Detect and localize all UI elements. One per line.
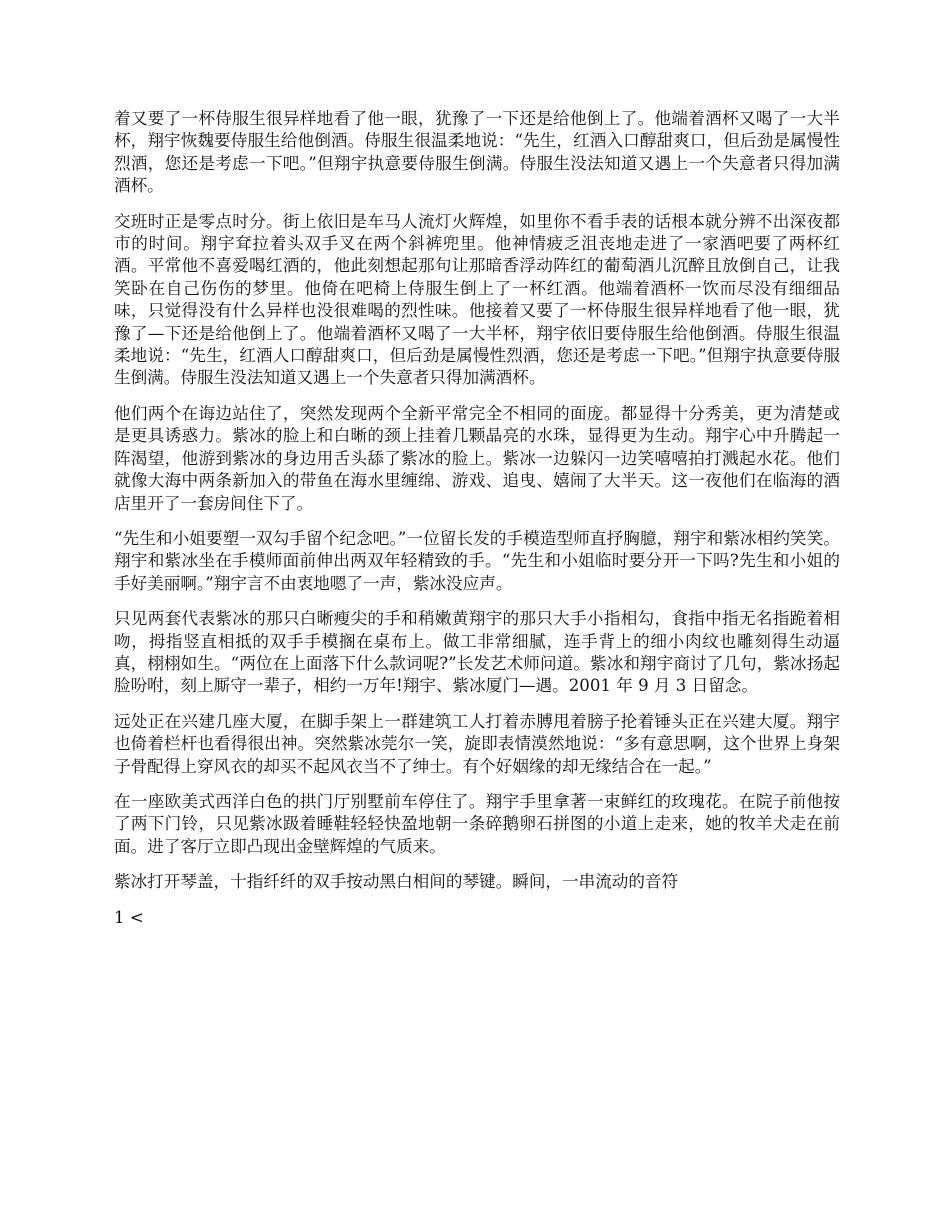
paragraph-1: 着又要了一杯侍服生很异样地看了他一眼，犹豫了一下还是给他倒上了。他端着酒杯又喝了一大半杯，翔宇恢魏要侍服生给他倒酒。侍服生很温柔地说：“先生，红酒入口醇甜爽口，但后劲是属慢性烈酒，您还是考虑一下吧。”但翔宇执意要侍服生倒满。侍服生没法知道又遇上一个失意者只得加满酒杯。 — [114, 109, 840, 196]
paragraph-5: 只见两套代表紫冰的那只白晰瘦尖的手和稍嫩黄翔宇的那只大手小指相勾，食指中指无名指跪着相吻，拇指竖直相抵的双手手模搁在桌布上。做工非常细腻，连手背上的细小肉纹也雕刻得生动逼真，栩栩如生。“两位在上面落下什么款词呢?”长发艺术师问道。紫冰和翔宇商讨了几句，紫冰扬起脸吩咐，刻上厮守一辈子，相约一万年!翔宇、紫冰厦门—遇。2001 年 9 月 3 日留念。 — [114, 609, 840, 696]
paragraph-2: 交班时正是零点时分。街上依旧是车马人流灯火辉煌，如里你不看手表的话根本就分辨不出深夜都市的时间。翔宇耷拉着头双手叉在两个斜裤兜里。他神情疲乏沮丧地走进了一家酒吧要了两杯红酒。平常他不喜爱喝红酒的，他此刻想起那句让那暗香浮动阵红的葡萄酒儿沉醉且放倒自己，让我笑卧在自己伤伤的梦里。他倚在吧椅上侍服生倒上了一杯红酒。他端着酒杯一饮而尽没有细细品味，只觉得没有什么异样也没很难喝的烈性味。他接着又要了一杯侍服生很异样地看了他一眼，犹豫了—下还是给他倒上了。他端着酒杯又喝了一大半杯，翔宇依旧要侍服生给他倒酒。侍服生很温柔地说：“先生，红酒人口醇甜爽口，但后劲是属慢性烈酒，您还是考虑一下吧。”但翔宇执意要侍服生倒满。侍服生没法知道又遇上一个失意者只得加满酒杯。 — [114, 211, 840, 388]
paragraph-8: 紫冰打开琴盖，十指纤纤的双手按动黑白相间的琴键。瞬间，一串流动的音符 — [114, 872, 679, 892]
paragraph-3: 他们两个在诲边站住了，突然发现两个全新平常完全不相同的面庞。都显得十分秀美，更为清楚或是更具诱惑力。紫冰的脸上和白晰的颈上挂着几颗晶亮的水珠，显得更为生动。翔宇心中升腾起一阵渴望，他游到紫冰的身边用舌头舔了紫冰的脸上。紫冰一边躲闪一边笑嘻嘻拍打溅起水花。他们就像大海中两条新加入的带鱼在海水里缠绵、游戏、追曳、嬉闹了大半天。这一夜他们在临海的酒店里开了一套房间住下了。 — [114, 403, 840, 513]
document-page — [114, 108, 840, 929]
paragraph-6: 远处正在兴建几座大厦，在脚手架上一群建筑工人打着赤膊甩着膀子抡着锤头正在兴建大厦。翔宇也倚着栏杆也看得很出神。突然紫冰莞尔一笑，旋即表情漠然地说：“多有意思啊，这个世界上身架子骨配得上穿风衣的却买不起风衣当不了绅士。有个好姻缘的却无缘结合在一起。” — [114, 711, 840, 776]
paragraph-4: “先生和小姐要塑一双勾手留个纪念吧。”一位留长发的手模造型师直抒胸臆，翔宇和紫冰相约笑笑。翔宇和紫冰坐在手模师面前伸出两双年轻精致的手。“先生和小姐临时要分开一下吗?先生和小姐的手好美丽啊。”翔宇言不由衷地嗯了一声，紫冰没应声。 — [114, 528, 840, 593]
paragraph-7: 在一座欧美式西洋白色的拱门厅别墅前车停住了。翔宇手里拿著一束鲜红的玫瑰花。在院子前他按了两下门铃，只见紫冰趿着睡鞋轻轻快盈地朝一条碎鹅卵石拼图的小道上走来，她的牧羊犬走在前面。进了客厅立即凸现出金壁辉煌的气质来。 — [114, 791, 840, 856]
page-number: 1 < — [114, 907, 144, 927]
